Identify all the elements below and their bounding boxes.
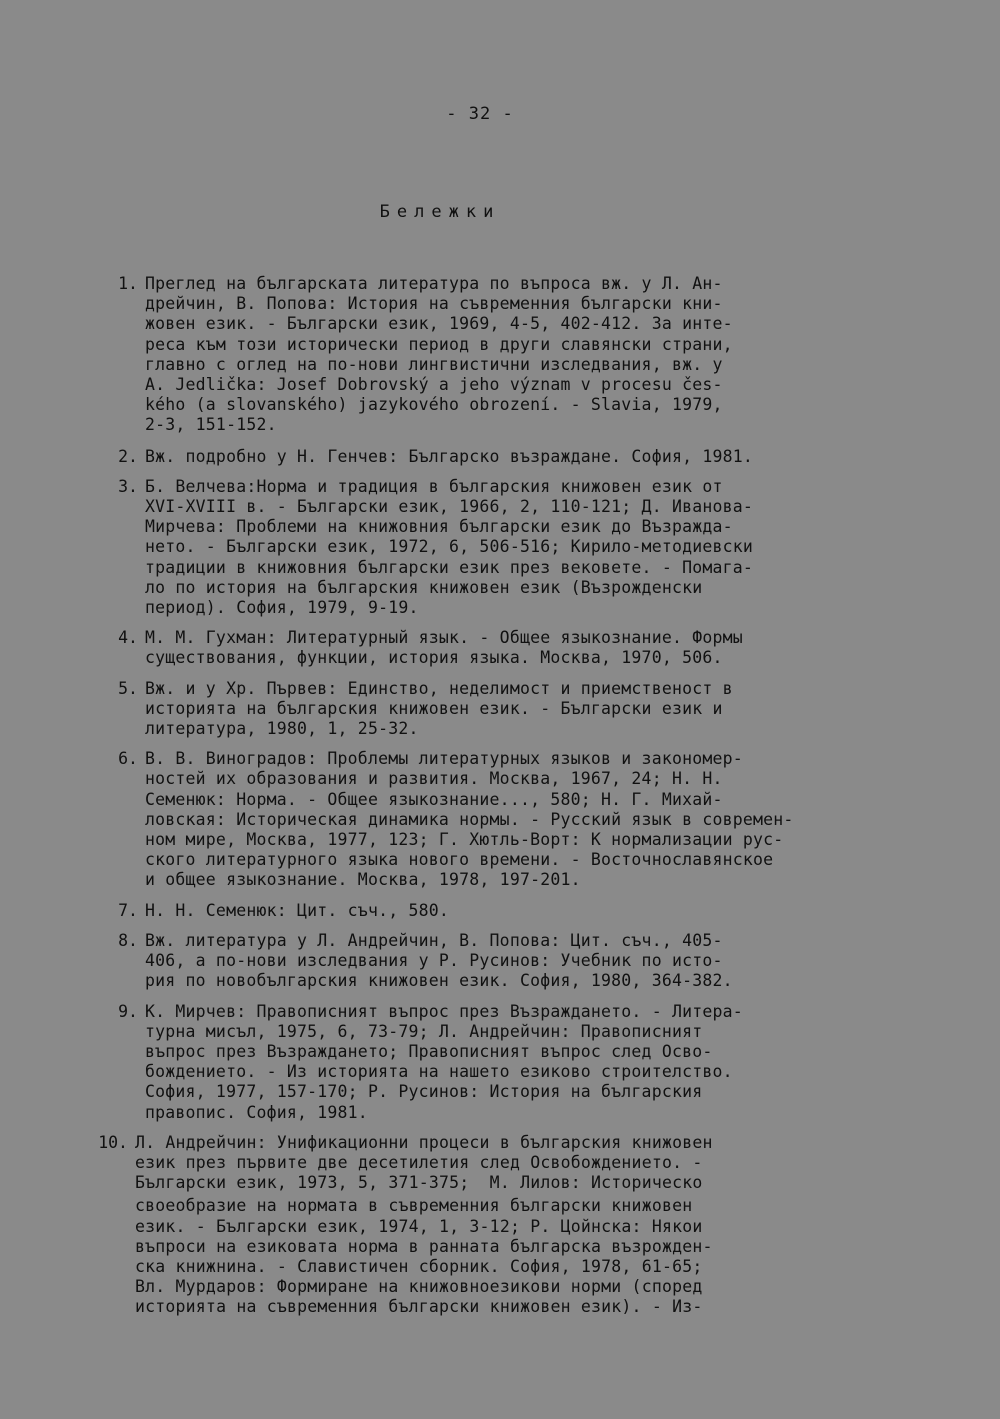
note-line: ского литературного языка нового времени. - Восточнославянское [145,850,774,870]
note-line: литература, 1980, 1, 25-32. [145,719,419,739]
note-line: своеобразие на нормата в съвременния български книжовен [135,1196,693,1216]
note-line: жовен език. - Български език, 1969, 4-5, 402-412. За инте- [145,314,733,334]
note-line: ном мире, Москва, 1977, 123; Г. Хютль-Ворт: К нормализации рус- [145,830,784,850]
note-item [0,679,1000,740]
note-number: 1. [118,274,138,293]
note-line: kého (a slovanského) jazykového obrození. - Slavia, 1979, [145,395,723,415]
note-line: ска книжнина. - Славистичен сборник. София, 1978, 61-65; [135,1256,703,1276]
note-item [0,447,1000,467]
note-line: ловская: Историческая динамика нормы. - Русский язык в современ- [145,809,794,829]
note-line: Вж. и у Хр. Първев: Единство, неделимост и приемственост в [145,678,733,698]
note-line: 406, а по-нови изследвания у Р. Русинов: Учебник по исто- [145,951,723,971]
note-line: Вж. литература у Л. Андрейчин, В. Попова: Цит. съч., 405- [145,930,723,950]
note-line: М. М. Гухман: Литературный язык. - Общее языкознание. Формы [145,628,743,648]
note-line: Н. Н. Семенюк: Цит. съч., 580. [145,900,450,920]
notes-list [0,274,1000,1318]
note-line: Български език, 1973, 5, 371-375; М. Лилов: Историческо [135,1173,703,1193]
note-line: въпроси на езиковата норма в ранната българска възрожден- [135,1236,713,1256]
note-line: дрейчин, В. Попова: История на съвременния български кни- [145,294,723,314]
note-item [0,274,1000,436]
page-number: - 32 - [446,104,514,124]
note-number: 10. [98,1132,128,1152]
note-item [0,1133,1000,1318]
note-line: период). София, 1979, 9-19. [145,598,419,618]
note-number: 4. [118,628,138,648]
note-line: реса към този исторически период в други славянски страни, [145,334,733,354]
note-line: София, 1977, 157-170; Р. Русинов: История на българския [145,1082,703,1102]
note-line: Б. Велчева:Норма и традиция в българския книжовен език от [145,476,723,496]
note-line: Вл. Мурдаров: Формиране на книжовноезикови норми (според [135,1277,703,1297]
note-line: историята на българския книжовен език. - Български език и [145,698,723,718]
note-item [0,749,1000,890]
notes-heading: Бележки [379,202,501,222]
note-number: 5. [118,678,138,698]
note-line: существования, функции, история языка. Москва, 1970, 506. [145,648,723,668]
note-line: Семенюк: Норма. - Общее языкознание..., 580; Н. Г. Михай- [145,789,723,809]
note-line: нето. - Български език, 1972, 6, 506-516; Кирило-методиевски [145,537,754,557]
note-item [0,628,1000,668]
note-line: Вж. подробно у Н. Генчев: Българско възраждане. София, 1981. [145,446,754,466]
note-line: ностей их образования и развития. Москва, 1967, 24; Н. Н. [145,769,723,789]
note-line: A. Jedlička: Josef Dobrovský a jeho význam v procesu čes- [145,375,723,395]
note-item [0,1002,1000,1123]
note-line: въпрос през Възраждането; Правописният въпрос след Осво- [145,1041,713,1061]
note-item [0,931,1000,992]
note-line: език. - Български език, 1974, 1, 3-12; Р. Цойнска: Някои [135,1216,703,1236]
note-line: историята на съвременния български книжовен език). - Из- [135,1297,703,1317]
note-line: Мирчева: Проблеми на книжовния български език до Възражда- [145,517,733,537]
note-item [0,477,1000,618]
note-number: 8. [118,930,138,950]
note-line: бождението. - Из историята на нашето езиково строителство. [145,1062,733,1082]
note-line: рия по новобългарския книжовен език. София, 1980, 364-382. [145,971,733,991]
note-line: правопис. София, 1981. [145,1102,368,1122]
note-line: Преглед на българската литература по въпроса вж. у Л. Ан- [145,274,723,293]
note-line: традиции в книжовния български език през вековете. - Помага- [145,557,754,577]
note-number: 9. [118,1001,138,1021]
note-line: главно с оглед на по-нови лингвистични изследвания, вж. у [145,354,723,374]
note-line: турна мисъл, 1975, 6, 73-79; Л. Андрейчин: Правописният [145,1021,703,1041]
note-number: 6. [118,749,138,769]
note-line: В. В. Виноградов: Проблемы литературных языков и закономер- [145,749,743,769]
note-item [0,901,1000,921]
note-number: 7. [118,900,138,920]
note-line: език през първите две десетилетия след Освобождението. - [135,1152,703,1172]
note-number: 2. [118,446,138,466]
note-line: К. Мирчев: Правописният въпрос през Възраждането. - Литера- [145,1001,743,1021]
note-line: XVI-XVIII в. - Български език, 1966, 2, 110-121; Д. Иванова- [145,497,754,517]
note-line: 2-3, 151-152. [145,415,277,435]
note-number: 3. [118,476,138,496]
note-line: Л. Андрейчин: Унификационни процеси в българския книжовен [135,1132,713,1152]
note-line: и общее языкознание. Москва, 1978, 197-201. [145,870,581,890]
note-line: ло по история на българския книжовен език (Възрожденски [145,577,703,597]
